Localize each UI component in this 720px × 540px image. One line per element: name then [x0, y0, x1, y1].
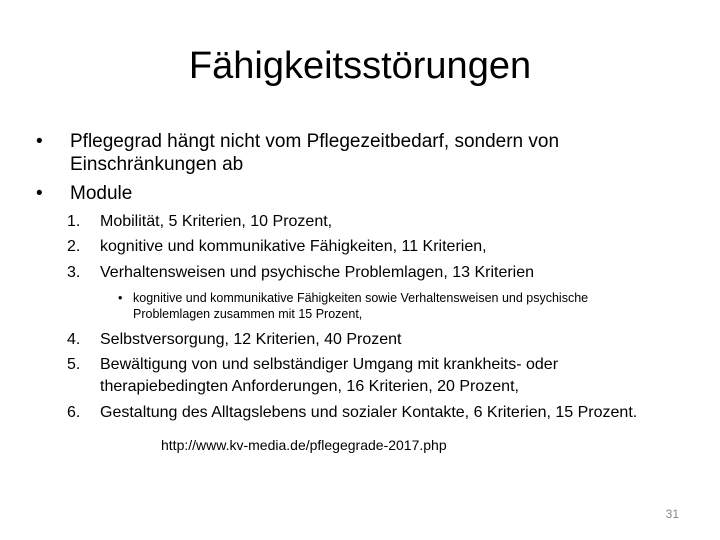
module-number: 4. [67, 331, 81, 348]
bullet-text: Pflegegrad hängt nicht vom Pflegezeitbedarf, sondern von Einschränkungen ab [70, 131, 560, 175]
source-url: http://www.kv-media.de/pflegegrade-2017.php [161, 437, 447, 453]
module-text: Verhaltensweisen und psychische Problemlagen, 13 Kriterien [100, 264, 535, 281]
sub-bullet-marker: • [118, 291, 123, 305]
sub-bullet-text: kognitive und kommunikative Fähigkeiten sowie Verhaltensweisen und psychische Problemlagen zusammen mit 15 Prozent, [133, 291, 589, 321]
module-text: kognitive und kommunikative Fähigkeiten, 11 Kriterien, [100, 238, 487, 255]
module-number: 5. [67, 356, 81, 373]
module-text: Selbstversorgung, 12 Kriterien, 40 Prozent [100, 331, 402, 348]
module-number: 1. [67, 213, 81, 230]
module-number: 3. [67, 264, 81, 281]
module-number: 2. [67, 238, 81, 255]
module-text: Mobilität, 5 Kriterien, 10 Prozent, [100, 213, 333, 230]
bullet-text: Module [70, 183, 133, 204]
bullet-marker: • [36, 131, 43, 152]
module-number: 6. [67, 404, 81, 421]
page-number: 31 [665, 507, 679, 521]
bullet-marker: • [36, 183, 43, 204]
module-text: Gestaltung des Alltagslebens und sozialer Kontakte, 6 Kriterien, 15 Prozent. [100, 404, 638, 421]
module-text: Bewältigung von und selbständiger Umgang mit krankheits- oder therapiebedingten Anforderungen, 16 Kriterien, 20 Prozent, [100, 356, 559, 395]
slide-title: Fähigkeitsstörungen [188, 45, 532, 87]
